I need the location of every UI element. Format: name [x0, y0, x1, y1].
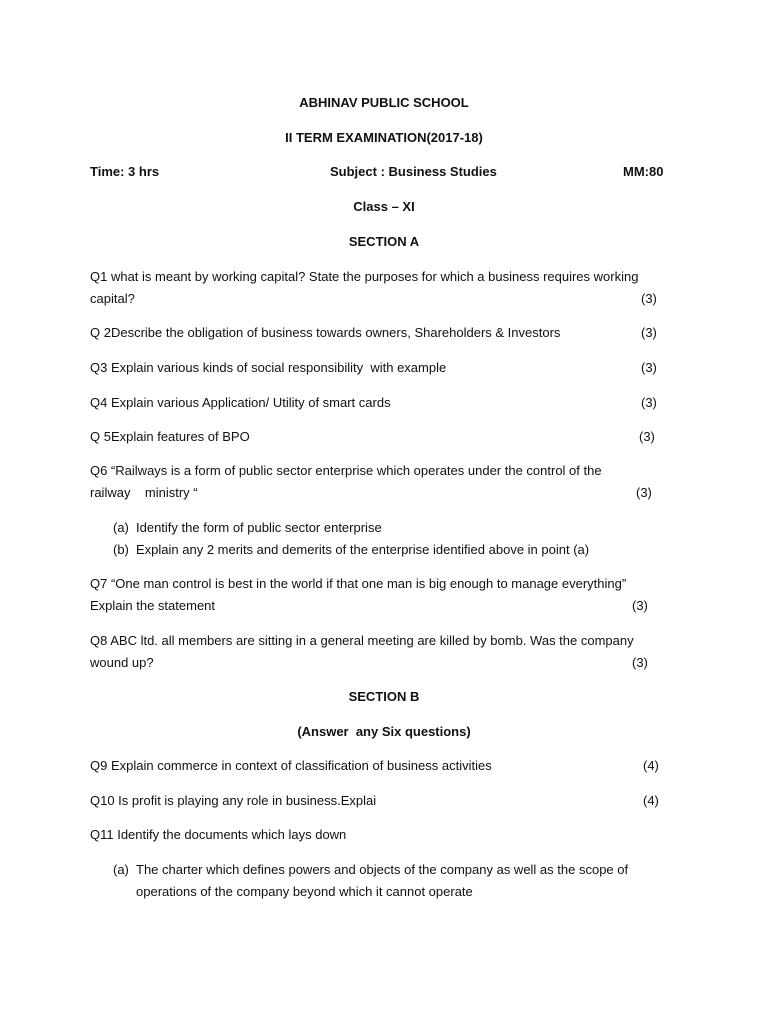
question-6-line-1: Q6 “Railways is a form of public sector enterprise which operates under the control of the [90, 463, 602, 478]
question-6-sub-a-label: (a) [113, 520, 129, 535]
question-8-line-1: Q8 ABC ltd. all members are sitting in a general meeting are killed by bomb. Was the company [90, 633, 634, 648]
question-8-marks: (3) [632, 655, 648, 670]
question-6-line-2: railway ministry “ [90, 485, 198, 500]
question-11-sub-a-line-2: operations of the company beyond which it cannot operate [136, 884, 473, 899]
question-2-marks: (3) [641, 325, 657, 340]
question-6-marks: (3) [636, 485, 652, 500]
school-name: ABHINAV PUBLIC SCHOOL [299, 95, 469, 110]
question-11-sub-a-label: (a) [113, 862, 129, 877]
question-11: Q11 Identify the documents which lays down [90, 827, 347, 842]
question-1-marks: (3) [641, 291, 657, 306]
question-9-marks: (4) [643, 758, 659, 773]
exam-title: II TERM EXAMINATION(2017-18) [285, 130, 483, 145]
question-4-marks: (3) [641, 395, 657, 410]
question-7-line-1: Q7 “One man control is best in the world if that one man is big enough to manage everything” [90, 576, 627, 591]
question-3: Q3 Explain various kinds of social responsibility with example [90, 360, 447, 375]
subject-label: Subject : Business Studies [330, 164, 497, 179]
question-7-marks: (3) [632, 598, 648, 613]
question-4: Q4 Explain various Application/ Utility of smart cards [90, 395, 391, 410]
question-3-marks: (3) [641, 360, 657, 375]
question-6-sub-b: Explain any 2 merits and demerits of the enterprise identified above in point (a) [136, 542, 590, 557]
question-5-marks: (3) [639, 429, 655, 444]
question-1-line-2: capital? [90, 291, 135, 306]
class-label: Class – XI [353, 199, 415, 214]
question-9: Q9 Explain commerce in context of classification of business activities [90, 758, 492, 773]
section-a-title: SECTION A [348, 234, 420, 249]
question-10-marks: (4) [643, 793, 659, 808]
question-7-line-2: Explain the statement [90, 598, 216, 613]
question-10: Q10 Is profit is playing any role in business.Explai [90, 793, 377, 808]
section-b-instruction: (Answer any Six questions) [297, 724, 471, 739]
section-b-title: SECTION B [348, 689, 420, 704]
question-1-line-1: Q1 what is meant by working capital? State the purposes for which a business requires working [90, 269, 639, 284]
question-11-sub-a-line-1: The charter which defines powers and objects of the company as well as the scope of [136, 862, 629, 877]
max-marks-label: MM:80 [623, 164, 664, 179]
question-5: Q 5Explain features of BPO [90, 429, 250, 444]
question-6-sub-a: Identify the form of public sector enterprise [136, 520, 382, 535]
question-2: Q 2Describe the obligation of business towards owners, Shareholders & Investors [90, 325, 561, 340]
question-6-sub-b-label: (b) [113, 542, 129, 557]
time-label: Time: 3 hrs [90, 164, 160, 179]
question-8-line-2: wound up? [90, 655, 154, 670]
